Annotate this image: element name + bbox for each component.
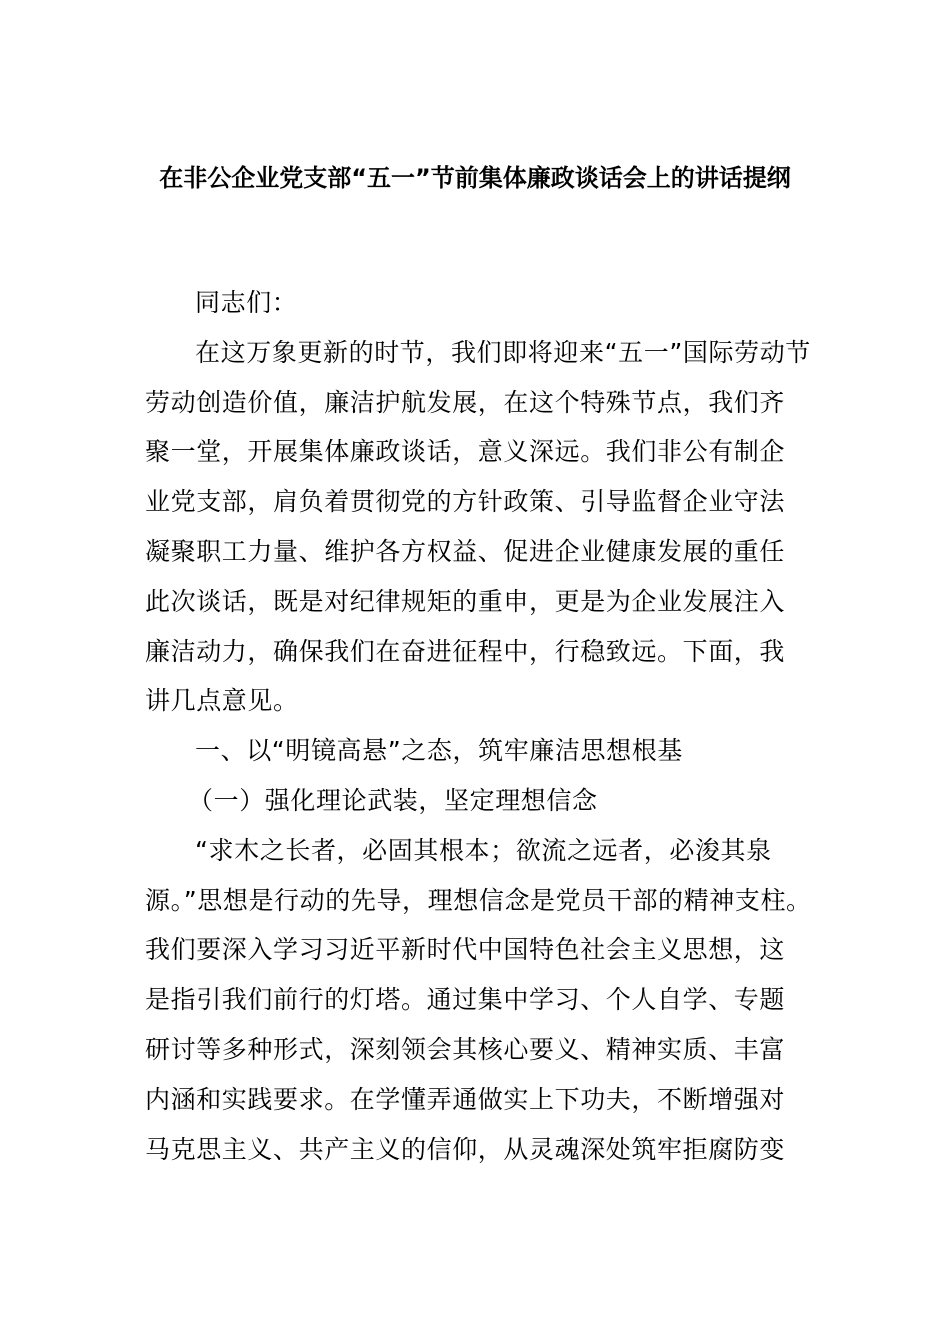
paragraph-line: 业党支部，肩负着贯彻党的方针政策、引导监督企业守法 bbox=[145, 487, 786, 517]
paragraph-line: 劳动创造价值，廉洁护航发展，在这个特殊节点，我们齐 bbox=[145, 387, 786, 417]
paragraph-line: 内涵和实践要求。在学懂弄通做实上下功夫，不断增强对 bbox=[145, 1084, 786, 1114]
paragraph-line: 聚一堂，开展集体廉政谈话，意义深远。我们非公有制企 bbox=[145, 437, 786, 467]
paragraph-line: “求木之长者，必固其根本；欲流之远者，必浚其泉 bbox=[195, 835, 772, 865]
paragraph-line: 在这万象更新的时节，我们即将迎来“五一”国际劳动节 bbox=[195, 337, 811, 367]
document-body bbox=[145, 278, 825, 1174]
paragraph-line: 讲几点意见。 bbox=[145, 686, 299, 716]
subsection-heading: （一）强化理论武装，坚定理想信念 bbox=[188, 785, 598, 815]
paragraph-line: 我们要深入学习习近平新时代中国特色社会主义思想，这 bbox=[145, 935, 786, 965]
paragraph-line: 廉洁动力，确保我们在奋进征程中，行稳致远。下面，我 bbox=[145, 636, 786, 666]
paragraph-line: 是指引我们前行的灯塔。通过集中学习、个人自学、专题 bbox=[145, 985, 786, 1015]
paragraph-line: 研讨等多种形式，深刻领会其核心要义、精神实质、丰富 bbox=[145, 1034, 786, 1064]
paragraph-line: 马克思主义、共产主义的信仰，从灵魂深处筑牢拒腐防变 bbox=[145, 1134, 786, 1164]
salutation: 同志们： bbox=[195, 288, 298, 317]
document-title: 在非公企业党支部“五一”节前集体廉政谈话会上的讲话提纲 bbox=[159, 164, 791, 192]
section-heading: 一、以“明镜高悬”之态，筑牢廉洁思想根基 bbox=[195, 736, 683, 766]
paragraph-line: 源。”思想是行动的先导，理想信念是党员干部的精神支柱。 bbox=[145, 885, 812, 915]
paragraph-line: 此次谈话，既是对纪律规矩的重申，更是为企业发展注入 bbox=[145, 586, 786, 616]
paragraph-line: 凝聚职工力量、维护各方权益、促进企业健康发展的重任 bbox=[145, 536, 786, 566]
